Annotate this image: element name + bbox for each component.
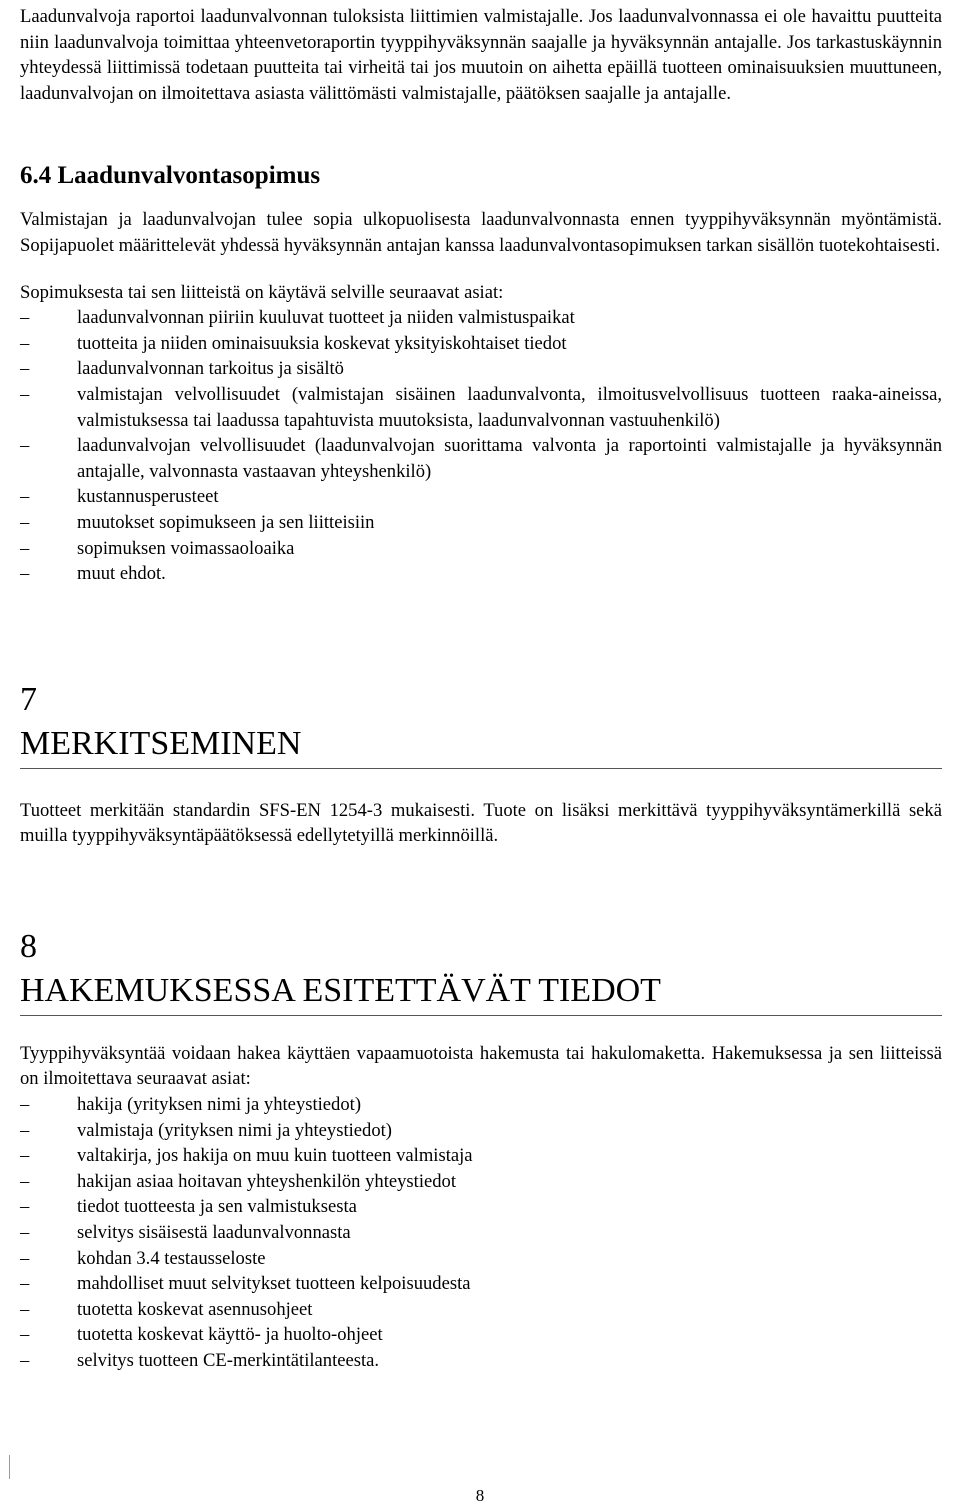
list-item-text: valmistajan velvollisuudet (valmistajan sisäinen laadunvalvonta, ilmoitusvelvollisuus tuotteen raaka-aineissa, valmistuksessa tai laadussa tapahtuvista muutoksista, laadunvalvonnan vastuuhenkilö) bbox=[77, 383, 942, 431]
list-item bbox=[20, 1271, 942, 1297]
chapter-7-number: 7 bbox=[20, 680, 37, 718]
list-item bbox=[20, 1220, 942, 1246]
dash-marker: – bbox=[20, 1196, 30, 1218]
dash-marker: – bbox=[20, 1119, 30, 1141]
list-item-text: laadunvalvonnan piiriin kuuluvat tuotteet ja niiden valmistuspaikat bbox=[77, 307, 575, 329]
page-number: 8 bbox=[475, 1486, 485, 1505]
list-item bbox=[20, 1194, 942, 1220]
list-item bbox=[20, 305, 942, 331]
list-item bbox=[20, 1297, 942, 1323]
margin-rule bbox=[9, 1455, 10, 1479]
list-item-text: sopimuksen voimassaoloaika bbox=[77, 537, 295, 559]
chapter-7-paragraph: Tuotteet merkitään standardin SFS-EN 1254-3 mukaisesti. Tuote on lisäksi merkittävä tyyppihyväksyntämerkillä sekä muilla tyyppihyväksyntäpäätöksessä edellytetyillä merkinnöillä. bbox=[20, 799, 942, 847]
chapter-8-title: HAKEMUKSESSA ESITETTÄVÄT TIEDOT bbox=[20, 971, 661, 1009]
list-item-text: laadunvalvonnan tarkoitus ja sisältö bbox=[77, 358, 344, 380]
list-item-text: laadunvalvojan velvollisuudet (laadunvalvojan suorittama valvonta ja raportointi valmistajalle ja hyväksynnän antajalle, valvonnasta vastaavan yhteyshenkilö) bbox=[77, 435, 942, 482]
list-item-text: mahdolliset muut selvitykset tuotteen kelpoisuudesta bbox=[77, 1273, 471, 1295]
dash-marker: – bbox=[20, 1145, 30, 1167]
list-item-text: valmistaja (yrityksen nimi ja yhteystiedot) bbox=[77, 1119, 392, 1141]
list-item bbox=[20, 536, 942, 562]
list-item bbox=[20, 1118, 942, 1144]
agreement-items-list bbox=[20, 305, 942, 587]
list-item bbox=[20, 1169, 942, 1195]
list-item bbox=[20, 356, 942, 382]
list-item bbox=[20, 561, 942, 587]
agreement-list-lead: Sopimuksesta tai sen liitteistä on käytävä selville seuraavat asiat: bbox=[20, 281, 504, 303]
list-item-text: selvitys tuotteen CE-merkintätilanteesta. bbox=[77, 1350, 380, 1371]
list-item-text: tiedot tuotteesta ja sen valmistuksesta bbox=[77, 1196, 357, 1218]
dash-marker: – bbox=[20, 1222, 30, 1244]
dash-marker: – bbox=[20, 307, 30, 329]
chapter-8-number: 8 bbox=[20, 927, 37, 965]
dash-marker: – bbox=[20, 435, 30, 457]
document-page bbox=[20, 0, 942, 1374]
list-item bbox=[20, 1322, 942, 1348]
dash-marker: – bbox=[20, 1094, 30, 1116]
dash-marker: – bbox=[20, 332, 30, 354]
dash-marker: – bbox=[20, 383, 30, 405]
application-items-list bbox=[20, 1092, 942, 1374]
dash-marker: – bbox=[20, 511, 30, 533]
list-item-text: muutokset sopimukseen ja sen liitteisiin bbox=[77, 511, 375, 533]
chapter-8-heading bbox=[20, 927, 942, 1016]
list-item-text: kustannusperusteet bbox=[77, 486, 219, 508]
list-item bbox=[20, 1246, 942, 1272]
dash-marker: – bbox=[20, 537, 30, 559]
list-item-text: muut ehdot. bbox=[77, 563, 166, 585]
dash-marker: – bbox=[20, 358, 30, 380]
dash-marker: – bbox=[20, 1273, 30, 1295]
dash-marker: – bbox=[20, 1324, 30, 1346]
list-item-text: hakija (yrityksen nimi ja yhteystiedot) bbox=[77, 1094, 362, 1116]
section-6-4-heading: 6.4 Laadunvalvontasopimus bbox=[20, 162, 321, 190]
list-item bbox=[20, 1143, 942, 1169]
list-item-text: selvitys sisäisestä laadunvalvonnasta bbox=[77, 1222, 351, 1244]
list-item-text: tuotetta koskevat käyttö- ja huolto-ohjeet bbox=[77, 1324, 383, 1346]
list-item-text: kohdan 3.4 testausseloste bbox=[77, 1247, 266, 1269]
list-item-text: hakijan asiaa hoitavan yhteyshenkilön yhteystiedot bbox=[77, 1170, 457, 1192]
list-item bbox=[20, 382, 942, 433]
section-6-4-paragraph: Valmistajan ja laadunvalvojan tulee sopia ulkopuolisesta laadunvalvonnasta ennen tyyppihyväksynnän myöntämistä. Sopijapuolet määrittelevät yhdessä hyväksynnän antajan kanssa laadunvalvontasopimuksen tarkan sisällön tuotekohtaisesti. bbox=[20, 209, 942, 256]
list-item bbox=[20, 484, 942, 510]
list-item bbox=[20, 510, 942, 536]
dash-marker: – bbox=[20, 563, 30, 585]
dash-marker: – bbox=[20, 1298, 30, 1320]
list-item-text: valtakirja, jos hakija on muu kuin tuotteen valmistaja bbox=[77, 1145, 473, 1167]
chapter-7-title: MERKITSEMINEN bbox=[20, 724, 302, 762]
dash-marker: – bbox=[20, 1350, 30, 1371]
chapter-7-heading bbox=[20, 680, 942, 769]
list-item-text: tuotetta koskevat asennusohjeet bbox=[77, 1298, 313, 1320]
list-item-text: tuotteita ja niiden ominaisuuksia koskevat yksityiskohtaiset tiedot bbox=[77, 332, 567, 354]
list-item bbox=[20, 1092, 942, 1118]
list-item bbox=[20, 331, 942, 357]
list-item bbox=[20, 433, 942, 484]
dash-marker: – bbox=[20, 1170, 30, 1192]
dash-marker: – bbox=[20, 486, 30, 508]
chapter-8-paragraph: Tyyppihyväksyntää voidaan hakea käyttäen vapaamuotoista hakemusta tai hakulomaketta. Hakemuksessa ja sen liitteissä on ilmoitettava seuraavat asiat: bbox=[20, 1042, 942, 1090]
dash-marker: – bbox=[20, 1247, 30, 1269]
list-item bbox=[20, 1348, 942, 1374]
intro-paragraph: Laadunvalvoja raportoi laadunvalvonnan tuloksista liittimien valmistajalle. Jos laadunvalvonnassa ei ole havaittu puutteita niin laadunvalvoja toimittaa yhteenvetoraportin tyyppihyväksynnän saajalle ja hyväksynnän antajalle. Jos tarkastuskäynnin yhteydessä liittimissä todetaan puutteita tai virheitä tai jos muutoin on aihetta epäillä tuotteen ominaisuuksien muuttuneen, laadunvalvojan on ilmoitettava asiasta välittömästi valmistajalle, päätöksen saajalle ja antajalle. bbox=[20, 6, 942, 104]
